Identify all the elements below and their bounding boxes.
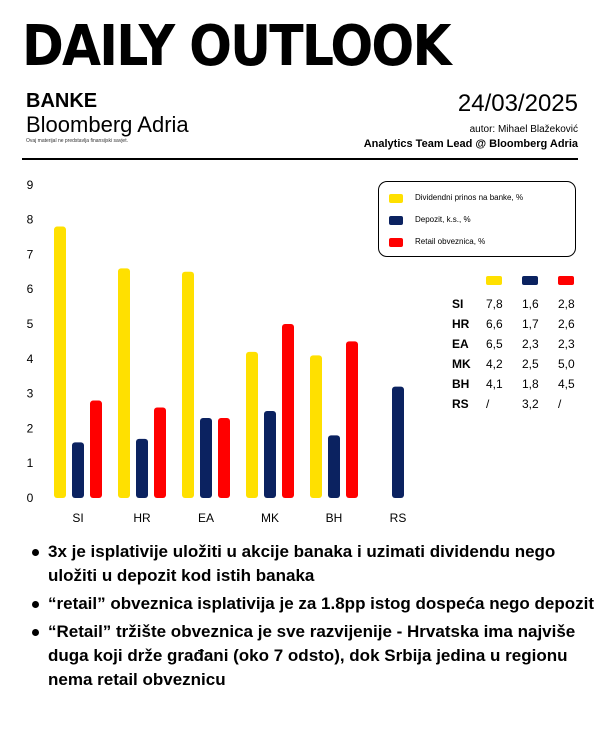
y-tick-label: 9	[26, 177, 34, 192]
y-tick-label: 1	[26, 456, 34, 471]
table-cell: 1,6	[522, 297, 539, 311]
row-label: EA	[452, 337, 469, 351]
table-cell: 3,2	[522, 397, 539, 411]
key-point: “Retail” tržište obveznica je sve razvijenije - Hrvatska ima najviše duga koji drže građani (oko 7 odsto), dok Srbija jedina u regionu nema retail obveznicu	[48, 620, 596, 692]
table-cell: 2,5	[522, 357, 539, 371]
y-tick-label: 5	[26, 317, 34, 331]
legend-swatch-yellow	[389, 194, 403, 203]
y-tick-label: 8	[26, 212, 34, 227]
bar-bh-0	[310, 355, 322, 498]
bar-hr-2	[154, 408, 166, 498]
author-role: Analytics Team Lead @ Bloomberg Adria	[363, 138, 578, 150]
row-label: BH	[452, 377, 470, 391]
row-label: RS	[452, 397, 469, 411]
y-tick-label: 2	[26, 421, 34, 436]
row-label: HR	[452, 317, 470, 331]
bar-si-1	[72, 442, 84, 498]
author-line: autor: Mihael Blažeković	[469, 124, 578, 135]
header-divider	[22, 158, 578, 160]
table-header-navy	[522, 276, 538, 285]
y-tick-label: 4	[26, 351, 34, 366]
disclaimer-text: Ovaj materijal ne predstavlja finansijski savjet.	[26, 138, 128, 144]
legend-label-retail: Retail obveznica, %	[415, 237, 486, 246]
bar-hr-0	[118, 268, 130, 498]
bar-mk-1	[264, 411, 276, 498]
table-cell: 2,8	[558, 297, 575, 311]
x-tick-label: MK	[261, 511, 279, 525]
legend-item-deposit	[389, 214, 471, 226]
x-tick-label: SI	[72, 511, 84, 525]
key-point: “retail” obveznica isplativija je za 1.8pp istog dospeća nego depozit	[48, 592, 596, 616]
bar-si-0	[54, 227, 66, 498]
table-cell: 2,3	[558, 337, 575, 351]
headline-title: DAILY OUTLOOK	[22, 14, 450, 79]
table-cell: 6,5	[486, 337, 503, 351]
legend-label-dividend: Dividendni prinos na banke, %	[415, 193, 524, 202]
table-cell: 2,3	[522, 337, 539, 351]
y-tick-label: 3	[26, 386, 34, 401]
legend-label-deposit: Depozit, k.s., %	[415, 215, 471, 224]
chart-legend	[378, 181, 576, 257]
bar-ea-0	[182, 272, 194, 498]
row-label: SI	[452, 297, 464, 311]
legend-item-retail	[389, 236, 485, 248]
section-label: BANKE	[26, 90, 98, 112]
legend-swatch-navy	[389, 216, 403, 225]
bar-bh-2	[346, 341, 358, 498]
bar-mk-0	[246, 352, 258, 498]
table-cell: /	[486, 397, 490, 411]
table-cell: 7,8	[486, 297, 503, 311]
x-tick-label: RS	[389, 511, 407, 525]
table-cell: 4,2	[486, 357, 503, 371]
bar-bh-1	[328, 435, 340, 498]
bar-rs-1	[392, 387, 404, 498]
key-points-list	[30, 540, 596, 696]
bar-si-2	[90, 401, 102, 498]
table-cell: 2,6	[558, 317, 575, 331]
table-cell: 4,1	[486, 377, 503, 391]
bar-ea-1	[200, 418, 212, 498]
bar-hr-1	[136, 439, 148, 498]
x-tick-label: HR	[133, 511, 151, 525]
legend-item-dividend	[389, 192, 523, 204]
bar-marks	[54, 227, 404, 498]
x-tick-label: EA	[197, 511, 215, 525]
table-cell: 5,0	[558, 357, 575, 371]
table-cell: 1,7	[522, 317, 539, 331]
table-header-red	[558, 276, 574, 285]
bar-mk-2	[282, 324, 294, 498]
key-point: 3x je isplativije uložiti u akcije banaka i uzimati dividendu nego uložiti u depozit kod istih banaka	[48, 540, 596, 588]
x-tick-label: BH	[325, 511, 343, 525]
y-tick-label: 7	[26, 247, 34, 262]
x-axis-ticks	[72, 511, 406, 525]
row-label: MK	[452, 357, 471, 371]
table-cell: 1,8	[522, 377, 539, 391]
table-cell: 4,5	[558, 377, 575, 391]
table-cell: /	[558, 397, 562, 411]
brand-name: Bloomberg Adria	[26, 112, 189, 137]
bar-chart	[0, 168, 440, 530]
y-tick-label: 6	[26, 282, 34, 297]
legend-swatch-red	[389, 238, 403, 247]
y-tick-label: 0	[26, 491, 34, 505]
table-cell: 6,6	[486, 317, 503, 331]
table-header-yellow	[486, 276, 502, 285]
report-date: 24/03/2025	[457, 90, 578, 117]
bar-ea-2	[218, 418, 230, 498]
y-axis-ticks	[27, 178, 34, 505]
